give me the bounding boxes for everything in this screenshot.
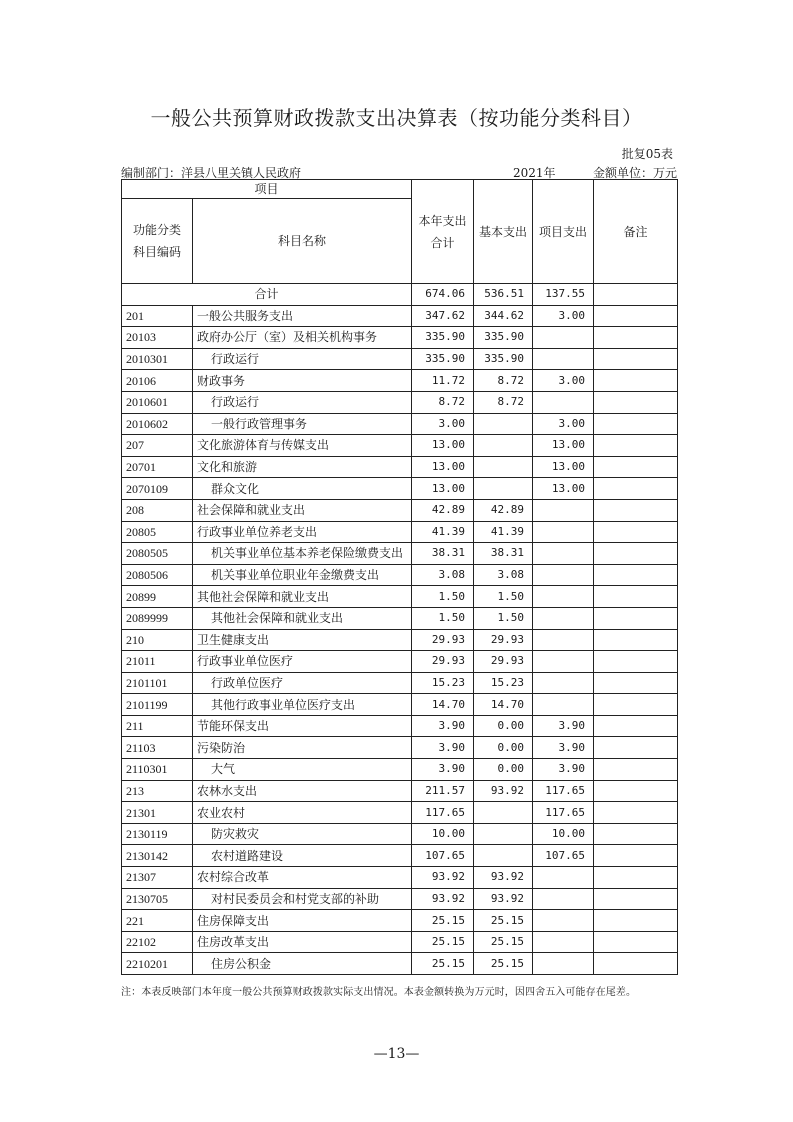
- row-project: 107.65: [533, 845, 594, 867]
- row-basic: 335.90: [474, 327, 533, 349]
- table-row: [122, 802, 678, 824]
- total-label: 合计: [122, 284, 412, 306]
- expenditure-table: [121, 179, 678, 975]
- row-project: [533, 629, 594, 651]
- row-code: 21103: [122, 737, 193, 759]
- row-basic: 93.92: [474, 780, 533, 802]
- row-remark: [594, 499, 678, 521]
- row-project: 3.90: [533, 759, 594, 781]
- row-basic: 38.31: [474, 543, 533, 565]
- header-code: [122, 199, 193, 284]
- row-code: 20805: [122, 521, 193, 543]
- row-remark: [594, 456, 678, 478]
- row-basic: 14.70: [474, 694, 533, 716]
- row-total: 41.39: [412, 521, 474, 543]
- page-number: —13—: [373, 1046, 420, 1062]
- row-remark: [594, 910, 678, 932]
- table-row: [122, 499, 678, 521]
- table-row: [122, 564, 678, 586]
- row-project: 117.65: [533, 802, 594, 824]
- row-total: 42.89: [412, 499, 474, 521]
- row-code: 20103: [122, 327, 193, 349]
- row-code: 201: [122, 305, 193, 327]
- row-name: 文化旅游体育与传媒支出: [193, 435, 412, 457]
- row-total: 3.90: [412, 759, 474, 781]
- row-total: 11.72: [412, 370, 474, 392]
- row-name: 一般公共服务支出: [193, 305, 412, 327]
- total-basic: 536.51: [474, 284, 533, 306]
- row-name: 政府办公厅（室）及相关机构事务: [193, 327, 412, 349]
- row-project: [533, 564, 594, 586]
- table-row: [122, 780, 678, 802]
- row-project: 13.00: [533, 435, 594, 457]
- row-code: 20899: [122, 586, 193, 608]
- row-basic: [474, 435, 533, 457]
- row-total: 117.65: [412, 802, 474, 824]
- table-row: [122, 694, 678, 716]
- row-basic: [474, 413, 533, 435]
- row-code: 2010301: [122, 348, 193, 370]
- row-total: 93.92: [412, 867, 474, 889]
- header-basic: [474, 180, 533, 284]
- row-name: 住房公积金: [193, 953, 412, 975]
- row-basic: 335.90: [474, 348, 533, 370]
- row-code: 2010602: [122, 413, 193, 435]
- row-basic: [474, 802, 533, 824]
- unit-label: 金额单位：万元: [592, 166, 677, 180]
- row-remark: [594, 888, 678, 910]
- table-row: [122, 521, 678, 543]
- table-row: [122, 672, 678, 694]
- row-name: 农林水支出: [193, 780, 412, 802]
- row-project: [533, 391, 594, 413]
- table-row: [122, 629, 678, 651]
- row-total: 14.70: [412, 694, 474, 716]
- row-name: 其他社会保障和就业支出: [193, 607, 412, 629]
- row-remark: [594, 931, 678, 953]
- row-project: 13.00: [533, 456, 594, 478]
- total-remark: [594, 284, 678, 306]
- row-code: 21307: [122, 867, 193, 889]
- row-basic: 0.00: [474, 737, 533, 759]
- row-basic: 41.39: [474, 521, 533, 543]
- row-project: 3.00: [533, 305, 594, 327]
- row-name: 社会保障和就业支出: [193, 499, 412, 521]
- row-total: 107.65: [412, 845, 474, 867]
- row-remark: [594, 370, 678, 392]
- row-total: 10.00: [412, 823, 474, 845]
- form-number: 批复05表: [621, 147, 673, 161]
- row-basic: 8.72: [474, 370, 533, 392]
- row-project: [533, 607, 594, 629]
- row-name: 卫生健康支出: [193, 629, 412, 651]
- row-remark: [594, 629, 678, 651]
- row-total: 211.57: [412, 780, 474, 802]
- row-project: [533, 348, 594, 370]
- table-row: [122, 543, 678, 565]
- row-name: 文化和旅游: [193, 456, 412, 478]
- row-basic: 29.93: [474, 629, 533, 651]
- row-code: 2110301: [122, 759, 193, 781]
- row-name: 行政运行: [193, 391, 412, 413]
- row-total: 3.90: [412, 715, 474, 737]
- table-row: [122, 715, 678, 737]
- table-row: [122, 867, 678, 889]
- row-project: 10.00: [533, 823, 594, 845]
- row-code: 20701: [122, 456, 193, 478]
- row-remark: [594, 672, 678, 694]
- row-project: [533, 953, 594, 975]
- row-name: 行政运行: [193, 348, 412, 370]
- row-basic: 29.93: [474, 651, 533, 673]
- row-remark: [594, 780, 678, 802]
- row-remark: [594, 543, 678, 565]
- table-row: [122, 478, 678, 500]
- row-basic: 0.00: [474, 759, 533, 781]
- row-project: [533, 586, 594, 608]
- table-row: [122, 888, 678, 910]
- header-basic-text: 基本支出: [479, 224, 528, 239]
- row-total: 29.93: [412, 651, 474, 673]
- row-code: 2210201: [122, 953, 193, 975]
- row-name: 行政单位医疗: [193, 672, 412, 694]
- row-basic: 93.92: [474, 888, 533, 910]
- table-row: [122, 845, 678, 867]
- row-name: 大气: [193, 759, 412, 781]
- header-name: 科目名称: [193, 199, 412, 284]
- row-remark: [594, 391, 678, 413]
- row-name: 行政事业单位养老支出: [193, 521, 412, 543]
- row-code: 2130142: [122, 845, 193, 867]
- header-code-text: 功能分类科目编码: [132, 223, 181, 259]
- row-remark: [594, 478, 678, 500]
- row-code: 2080506: [122, 564, 193, 586]
- row-total: 29.93: [412, 629, 474, 651]
- row-basic: 93.92: [474, 867, 533, 889]
- row-remark: [594, 823, 678, 845]
- row-code: 2130705: [122, 888, 193, 910]
- header-remark: 备注: [594, 180, 678, 284]
- row-basic: 1.50: [474, 607, 533, 629]
- row-remark: [594, 586, 678, 608]
- row-project: [533, 694, 594, 716]
- table-row: [122, 607, 678, 629]
- row-total: 8.72: [412, 391, 474, 413]
- header-project-text: 项目支出: [539, 224, 588, 239]
- page-title: 一般公共预算财政拨款支出决算表（按功能分类科目）: [150, 106, 643, 130]
- row-project: [533, 672, 594, 694]
- table-row: [122, 305, 678, 327]
- row-total: 25.15: [412, 910, 474, 932]
- row-project: [533, 327, 594, 349]
- row-name: 其他行政事业单位医疗支出: [193, 694, 412, 716]
- row-name: 农村道路建设: [193, 845, 412, 867]
- row-code: 2080505: [122, 543, 193, 565]
- row-project: 3.00: [533, 413, 594, 435]
- row-code: 211: [122, 715, 193, 737]
- row-code: 208: [122, 499, 193, 521]
- row-basic: [474, 845, 533, 867]
- row-project: 3.90: [533, 737, 594, 759]
- table-row: [122, 586, 678, 608]
- row-basic: 344.62: [474, 305, 533, 327]
- table-row: [122, 391, 678, 413]
- row-basic: 15.23: [474, 672, 533, 694]
- row-name: 农业农村: [193, 802, 412, 824]
- total-amount: 674.06: [412, 284, 474, 306]
- row-remark: [594, 953, 678, 975]
- row-project: 117.65: [533, 780, 594, 802]
- row-remark: [594, 651, 678, 673]
- row-total: 347.62: [412, 305, 474, 327]
- row-name: 污染防治: [193, 737, 412, 759]
- row-code: 21011: [122, 651, 193, 673]
- row-remark: [594, 715, 678, 737]
- footnote: 注：本表反映部门本年度一般公共预算财政拨款实际支出情况。本表金额转换为万元时，因四舍五入可能存在尾差。: [121, 987, 637, 998]
- header-total: [412, 180, 474, 284]
- total-project: 137.55: [533, 284, 594, 306]
- row-total: 3.08: [412, 564, 474, 586]
- row-basic: 3.08: [474, 564, 533, 586]
- row-code: 213: [122, 780, 193, 802]
- total-row: [122, 284, 678, 306]
- header-row-top: [122, 180, 678, 199]
- row-basic: 1.50: [474, 586, 533, 608]
- row-code: 20106: [122, 370, 193, 392]
- row-project: [533, 888, 594, 910]
- row-total: 335.90: [412, 348, 474, 370]
- row-basic: 42.89: [474, 499, 533, 521]
- row-remark: [594, 413, 678, 435]
- row-remark: [594, 607, 678, 629]
- row-total: 15.23: [412, 672, 474, 694]
- row-remark: [594, 802, 678, 824]
- row-total: 25.15: [412, 953, 474, 975]
- table-row: [122, 910, 678, 932]
- row-code: 2101101: [122, 672, 193, 694]
- table-row: [122, 413, 678, 435]
- row-project: [533, 910, 594, 932]
- row-total: 13.00: [412, 478, 474, 500]
- table-row: [122, 737, 678, 759]
- header-total-text: 本年支出合计: [418, 213, 467, 250]
- row-remark: [594, 737, 678, 759]
- row-total: 1.50: [412, 586, 474, 608]
- table-row: [122, 759, 678, 781]
- table-row: [122, 953, 678, 975]
- year-label: 2021年: [513, 166, 556, 180]
- row-code: 2089999: [122, 607, 193, 629]
- row-basic: 25.15: [474, 931, 533, 953]
- row-total: 3.00: [412, 413, 474, 435]
- table-meta: [121, 164, 677, 178]
- row-total: 93.92: [412, 888, 474, 910]
- row-basic: [474, 823, 533, 845]
- department-label: 编制部门：洋县八里关镇人民政府: [121, 166, 302, 180]
- row-name: 群众文化: [193, 478, 412, 500]
- row-project: 3.00: [533, 370, 594, 392]
- row-code: 207: [122, 435, 193, 457]
- row-remark: [594, 845, 678, 867]
- row-name: 农村综合改革: [193, 867, 412, 889]
- row-code: 221: [122, 910, 193, 932]
- row-total: 13.00: [412, 435, 474, 457]
- row-project: [533, 499, 594, 521]
- table-row: [122, 823, 678, 845]
- row-project: [533, 543, 594, 565]
- row-basic: 0.00: [474, 715, 533, 737]
- row-name: 机关事业单位基本养老保险缴费支出: [193, 543, 412, 565]
- table-row: [122, 435, 678, 457]
- table-row: [122, 327, 678, 349]
- row-project: [533, 867, 594, 889]
- row-code: 22102: [122, 931, 193, 953]
- row-code: 2070109: [122, 478, 193, 500]
- row-name: 一般行政管理事务: [193, 413, 412, 435]
- row-project: 3.90: [533, 715, 594, 737]
- row-code: 21301: [122, 802, 193, 824]
- row-project: 13.00: [533, 478, 594, 500]
- table-row: [122, 348, 678, 370]
- row-total: 1.50: [412, 607, 474, 629]
- table-row: [122, 931, 678, 953]
- row-name: 对村民委员会和村党支部的补助: [193, 888, 412, 910]
- row-project: [533, 651, 594, 673]
- row-remark: [594, 564, 678, 586]
- row-basic: [474, 456, 533, 478]
- row-total: 335.90: [412, 327, 474, 349]
- row-remark: [594, 694, 678, 716]
- row-code: 2010601: [122, 391, 193, 413]
- header-project: [533, 180, 594, 284]
- row-project: [533, 931, 594, 953]
- table-row: [122, 370, 678, 392]
- row-name: 住房保障支出: [193, 910, 412, 932]
- row-total: 3.90: [412, 737, 474, 759]
- row-remark: [594, 521, 678, 543]
- row-name: 财政事务: [193, 370, 412, 392]
- row-basic: 25.15: [474, 953, 533, 975]
- row-name: 行政事业单位医疗: [193, 651, 412, 673]
- row-remark: [594, 867, 678, 889]
- row-remark: [594, 435, 678, 457]
- row-name: 其他社会保障和就业支出: [193, 586, 412, 608]
- row-basic: 8.72: [474, 391, 533, 413]
- row-code: 210: [122, 629, 193, 651]
- row-total: 25.15: [412, 931, 474, 953]
- row-name: 节能环保支出: [193, 715, 412, 737]
- table-row: [122, 651, 678, 673]
- row-name: 防灾救灾: [193, 823, 412, 845]
- row-remark: [594, 348, 678, 370]
- row-total: 38.31: [412, 543, 474, 565]
- row-remark: [594, 759, 678, 781]
- row-total: 13.00: [412, 456, 474, 478]
- row-basic: [474, 478, 533, 500]
- row-code: 2130119: [122, 823, 193, 845]
- row-basic: 25.15: [474, 910, 533, 932]
- row-remark: [594, 327, 678, 349]
- row-name: 机关事业单位职业年金缴费支出: [193, 564, 412, 586]
- row-code: 2101199: [122, 694, 193, 716]
- table-row: [122, 456, 678, 478]
- header-item: 项目: [122, 180, 412, 199]
- row-remark: [594, 305, 678, 327]
- row-name: 住房改革支出: [193, 931, 412, 953]
- row-project: [533, 521, 594, 543]
